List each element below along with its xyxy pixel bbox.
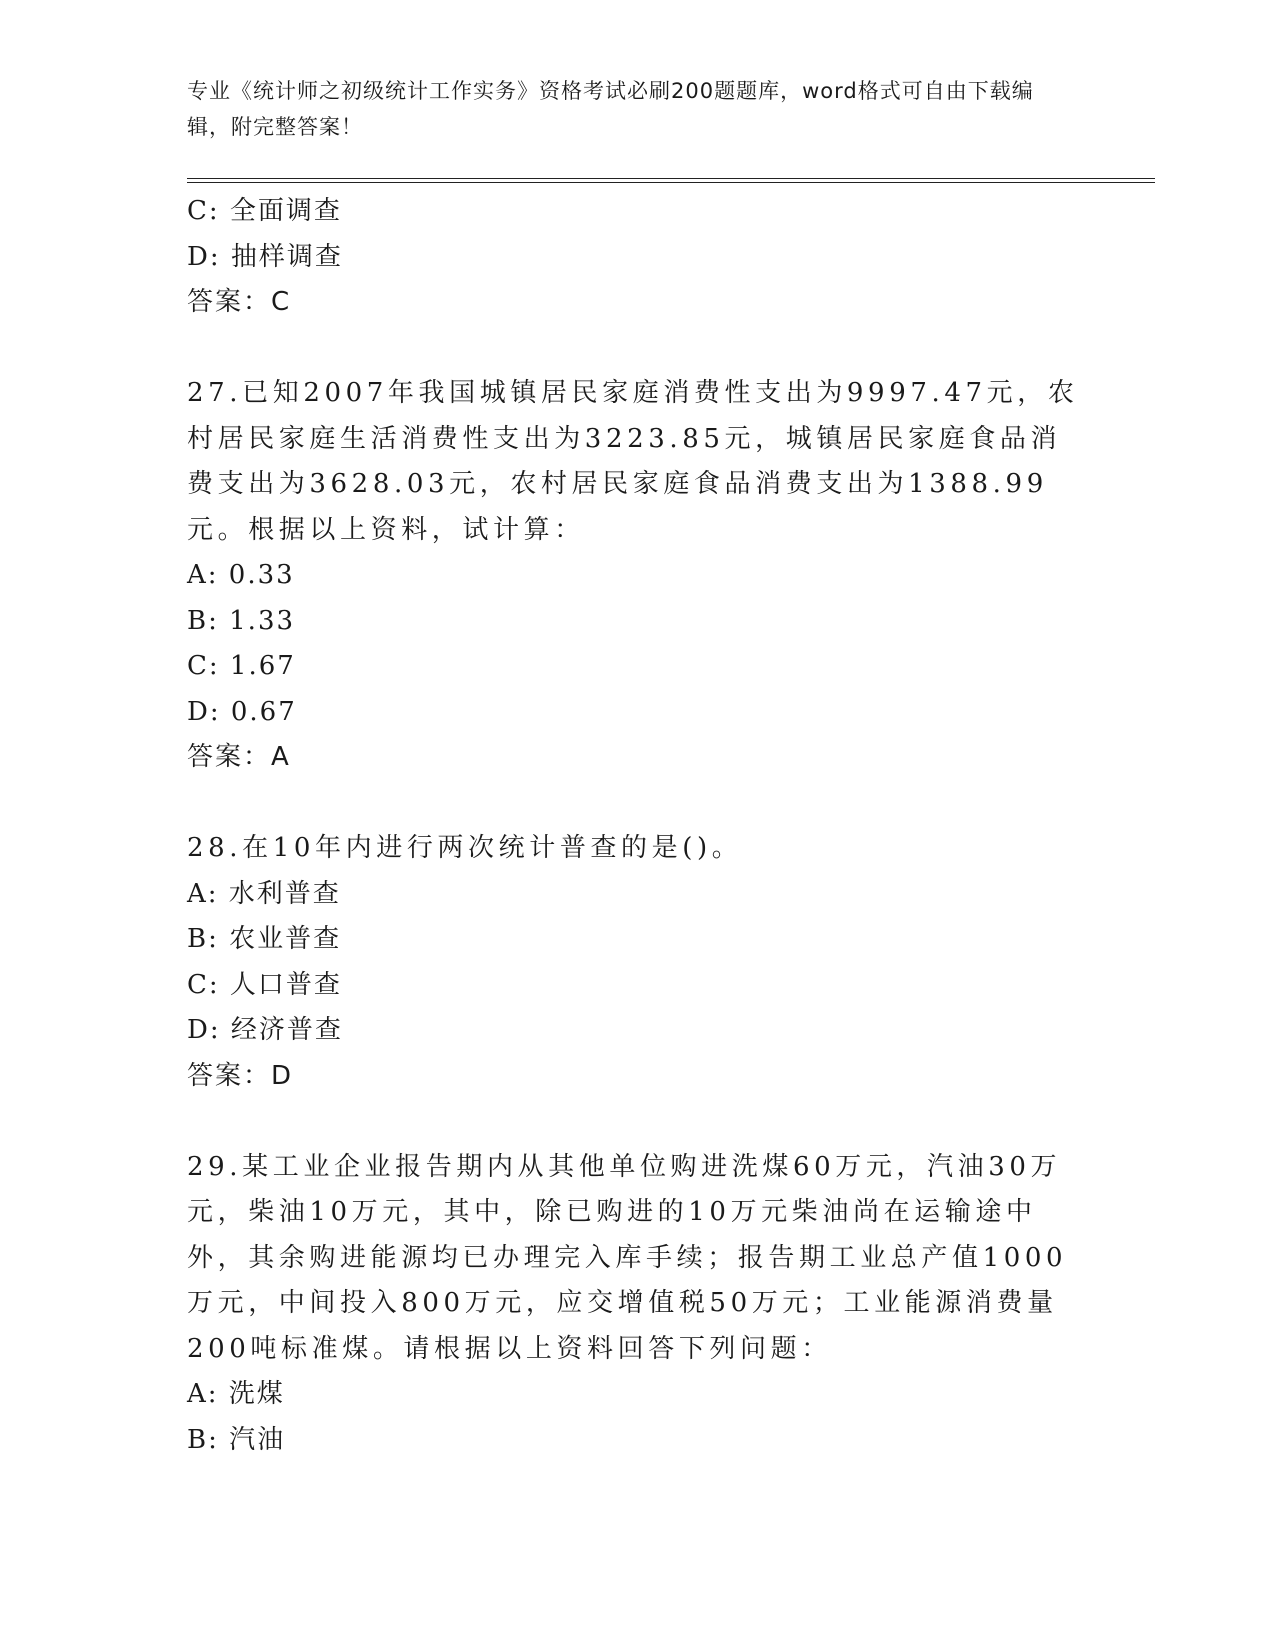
option-b: B: 1.33 — [187, 605, 296, 636]
option-b: B: 农业普查 — [187, 924, 342, 954]
question-26-partial — [187, 189, 1087, 326]
option-d: D: 0.67 — [187, 696, 297, 727]
question-28 — [187, 826, 1087, 1099]
question-stem: 28.在10年内进行两次统计普查的是()。 — [187, 833, 743, 863]
header-rule — [187, 178, 1155, 183]
question-29 — [187, 1145, 1087, 1464]
option-c: C: 1.67 — [187, 651, 296, 681]
question-stem: 27.已知2007年我国城镇居民家庭消费性支出为9997.47元，农村居民家庭生活消费性支出为3223.85元，城镇居民家庭食品消费支出为3628.03元，农村居民家庭食品消费支出为1388.99元。根据以上资料，试计算： — [187, 378, 1079, 545]
option-a: A: 水利普查 — [187, 878, 341, 909]
option-a: A: 洗煤 — [187, 1379, 285, 1409]
option-d: D: 经济普查 — [187, 1015, 343, 1045]
answer: 答案：D — [187, 1060, 294, 1091]
question-27 — [187, 371, 1087, 781]
spacer — [187, 326, 1087, 372]
option-d: D: 抽样调查 — [187, 241, 343, 272]
page-header: 专业《统计师之初级统计工作实务》资格考试必刷200题题库，word格式可自由下载编辑，附完整答案！ — [187, 79, 1034, 139]
spacer — [187, 1099, 1087, 1145]
answer: 答案：C — [187, 287, 292, 317]
answer: 答案：A — [187, 742, 291, 772]
option-c: C: 人口普查 — [187, 969, 342, 1000]
document-body — [187, 189, 1087, 1463]
spacer — [187, 781, 1087, 827]
question-stem: 29.某工业企业报告期内从其他单位购进洗煤60万元，汽油30万元，柴油10万元，其中，除已购进的10万元柴油尚在运输途中外，其余购进能源均已办理完入库手续；报告期工业总产值1000万元，中间投入800万元，应交增值税50万元；工业能源消费量200吨标准煤。请根据以上资料回答下列问题： — [187, 1151, 1068, 1364]
option-c: C: 全面调查 — [187, 196, 342, 226]
option-a: A: 0.33 — [187, 560, 295, 590]
option-b: B: 汽油 — [187, 1424, 286, 1455]
